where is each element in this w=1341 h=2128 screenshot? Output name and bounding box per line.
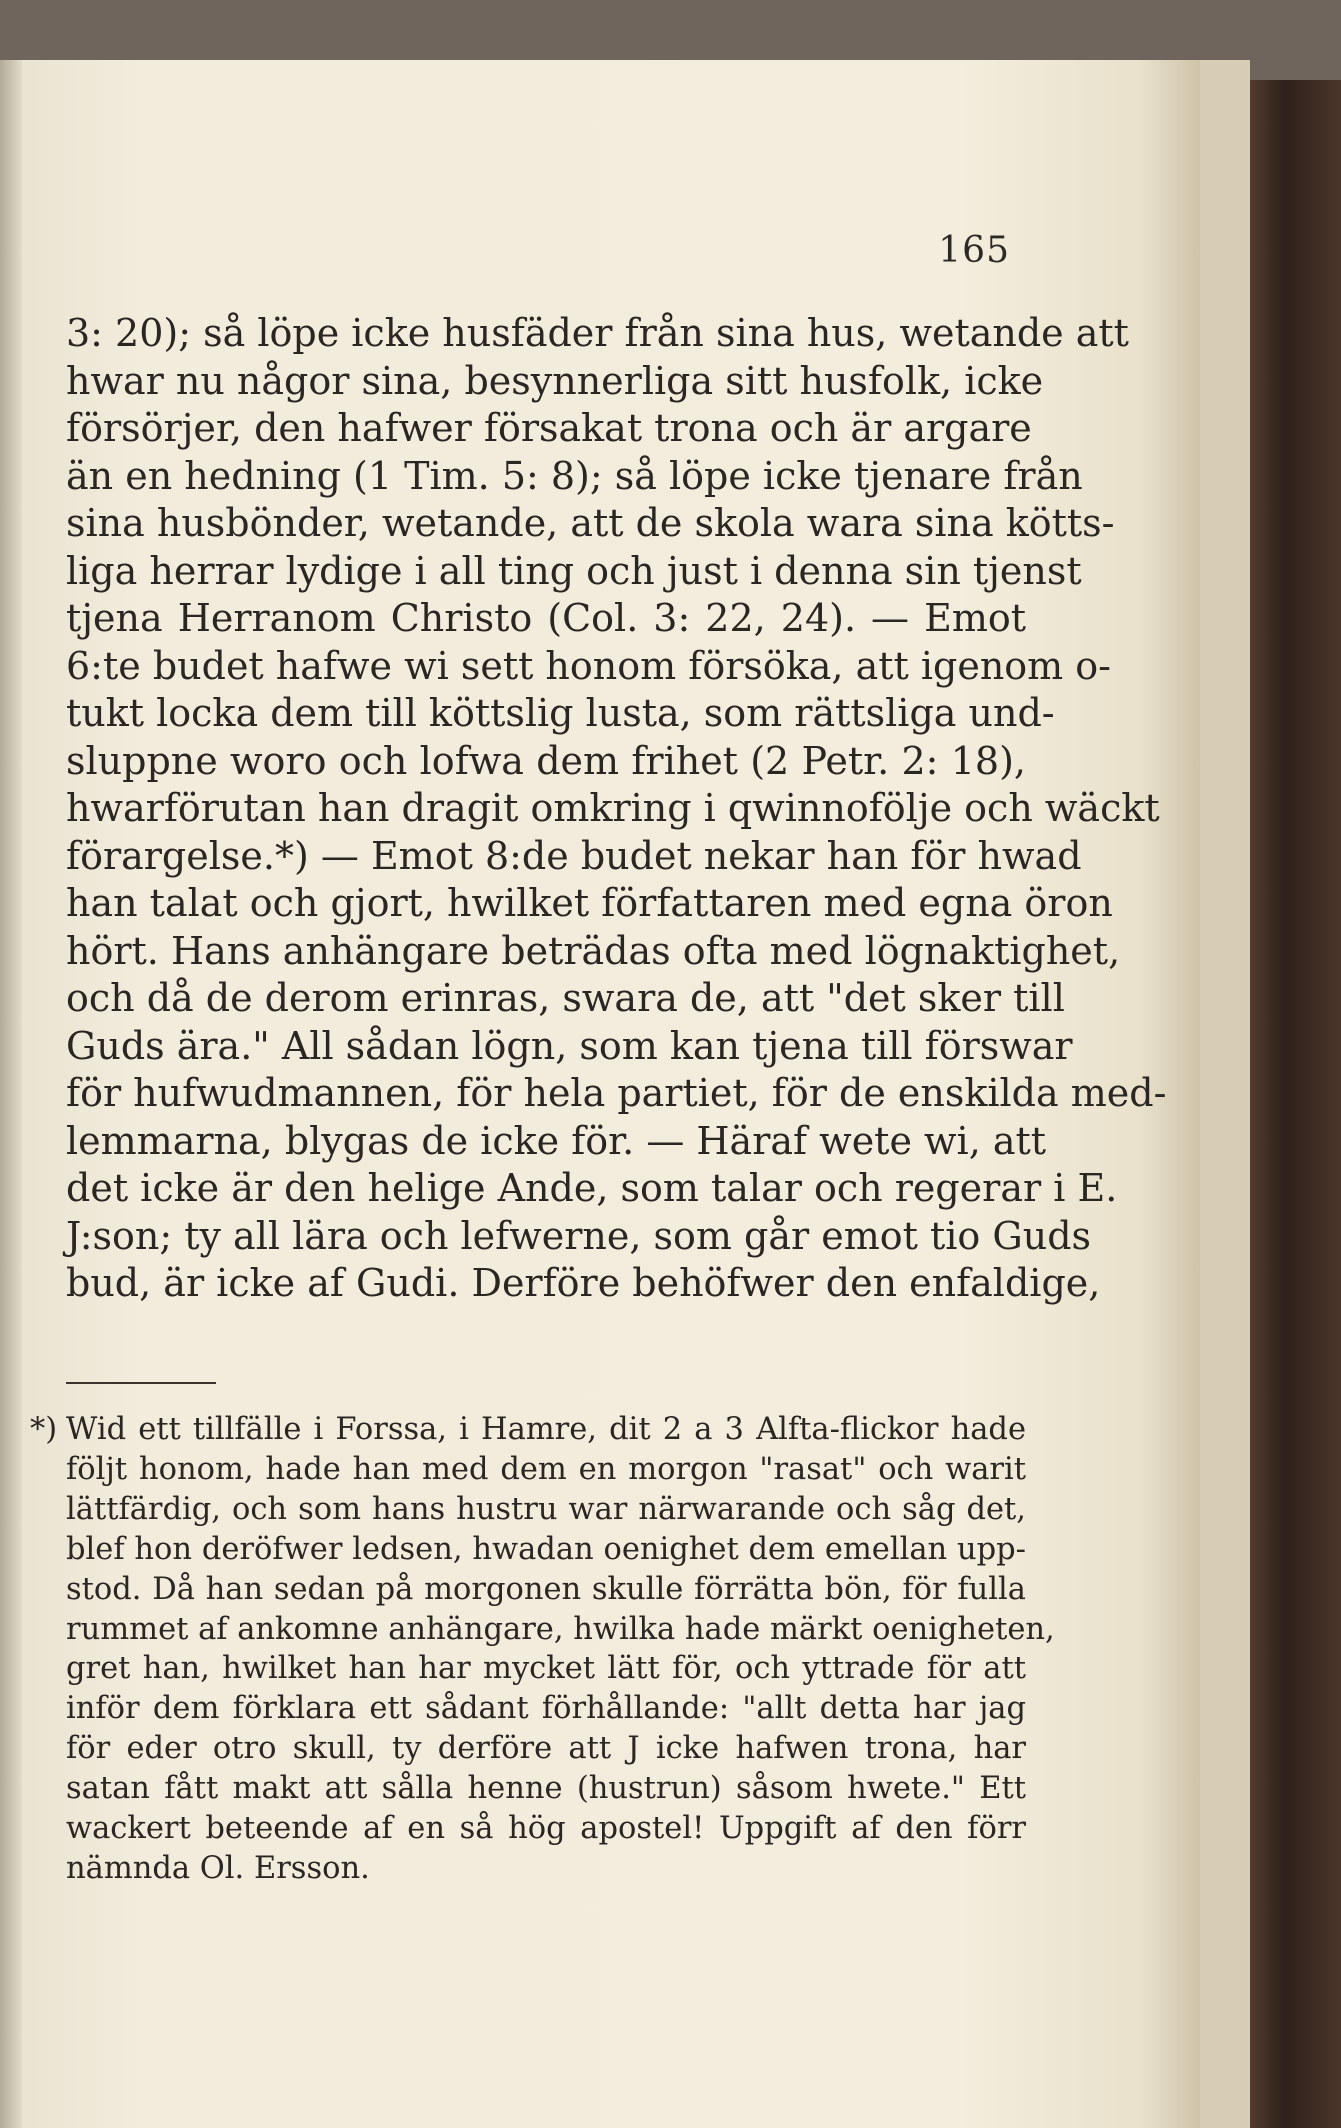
text-line: tjena Herranom Christo (Col. 3: 22, 24). — Emot [66,596,1026,640]
text-line: han talat och gjort, hwilket författaren med egna öron [66,881,1113,925]
text-line: 6:te budet hafwe wi sett honom försöka, att igenom o- [66,643,1111,688]
text-line: liga herrar lydige i all ting och just i denna sin tjenst [66,548,1082,593]
text-line: tukt locka dem till köttslig lusta, som rättsliga und- [66,691,1055,735]
footnote-line: nämnda Ol. Ersson. [66,1850,370,1886]
footnote-rule [66,1382,216,1384]
footnote-line: lättfärdig, och som hans hustru war närwarande och såg det, [66,1491,1026,1527]
text-line: bud, är icke af Gudi. Derföre behöfwer den enfaldige, [66,1261,1101,1305]
page-number: 165 [938,230,1010,271]
text-line: J:son; ty all lära och lefwerne, som går emot tio Guds [66,1213,1092,1258]
text-line: förargelse.*) — Emot 8:de budet nekar han för hwad [66,833,1082,878]
text-line: det icke är den helige Ande, som talar och regerar i E. [66,1166,1118,1210]
text-line: Guds ära." All sådan lögn, som kan tjena till förswar [66,1023,1073,1068]
footnote-marker: *) [30,1412,58,1447]
footnote-line: satan fått makt att sålla henne (hustrun) såsom hwete." Ett [66,1771,1026,1807]
footnote-line: rummet af ankomne anhängare, hwilka hade märkt oenigheten, [66,1611,1055,1647]
footnote-line: gret han, hwilket han har mycket lätt för, och yttrade för att [66,1651,1026,1687]
text-line: sluppne woro och lofwa dem frihet (2 Petr. 2: 18), [66,738,1026,783]
footnote-line: blef hon deröfwer ledsen, hwadan oenighet dem emellan upp- [66,1531,1026,1567]
footnote-line [30,1410,1026,1450]
footnote-line: stod. Då han sedan på morgonen skulle förrätta bön, för fulla [66,1571,1026,1607]
footnote [30,1410,1055,1889]
text-line: hört. Hans anhängare beträdas ofta med lögnaktighet, [66,928,1121,973]
footnote-line: följt honom, hade han med dem en morgon "rasat" och warit [66,1451,1026,1487]
footnote-line: inför dem förklara ett sådant förhållande: "allt detta har jag [66,1691,1026,1727]
text-line: 3: 20); så löpe icke husfäder från sina hus, wetande att [66,311,1129,355]
body-text [66,310,1167,1308]
text-line: lemmarna, blygas de icke för. — Häraf wete wi, att [66,1118,1047,1163]
footnote-line-text: Wid ett tillfälle i Forssa, i Hamre, dit 2 a 3 Alfta-flickor hade [66,1412,1026,1447]
text-line: hwar nu någor sina, besynnerliga sitt husfolk, icke [66,358,1044,403]
text-line: än en hedning (1 Tim. 5: 8); så löpe icke tjenare från [66,453,1083,498]
page-gutter [0,60,22,2128]
text-line: sina husbönder, wetande, att de skola wara sina kötts- [66,501,1115,545]
text-line: för hufwudmannen, för hela partiet, för de enskilda med- [66,1071,1167,1115]
text-line: och då de derom erinras, swara de, att "det sker till [66,976,1065,1020]
footnote-line: för eder otro skull, ty derföre att J icke hafwen trona, har [66,1731,1026,1767]
text-line: försörjer, den hafwer försakat trona och är argare [66,406,1032,450]
text-line: hwarförutan han dragit omkring i qwinnofölje och wäckt [66,786,1160,830]
footnote-line: wackert beteende af en så hög apostel! Uppgift af den förr [66,1811,1026,1847]
